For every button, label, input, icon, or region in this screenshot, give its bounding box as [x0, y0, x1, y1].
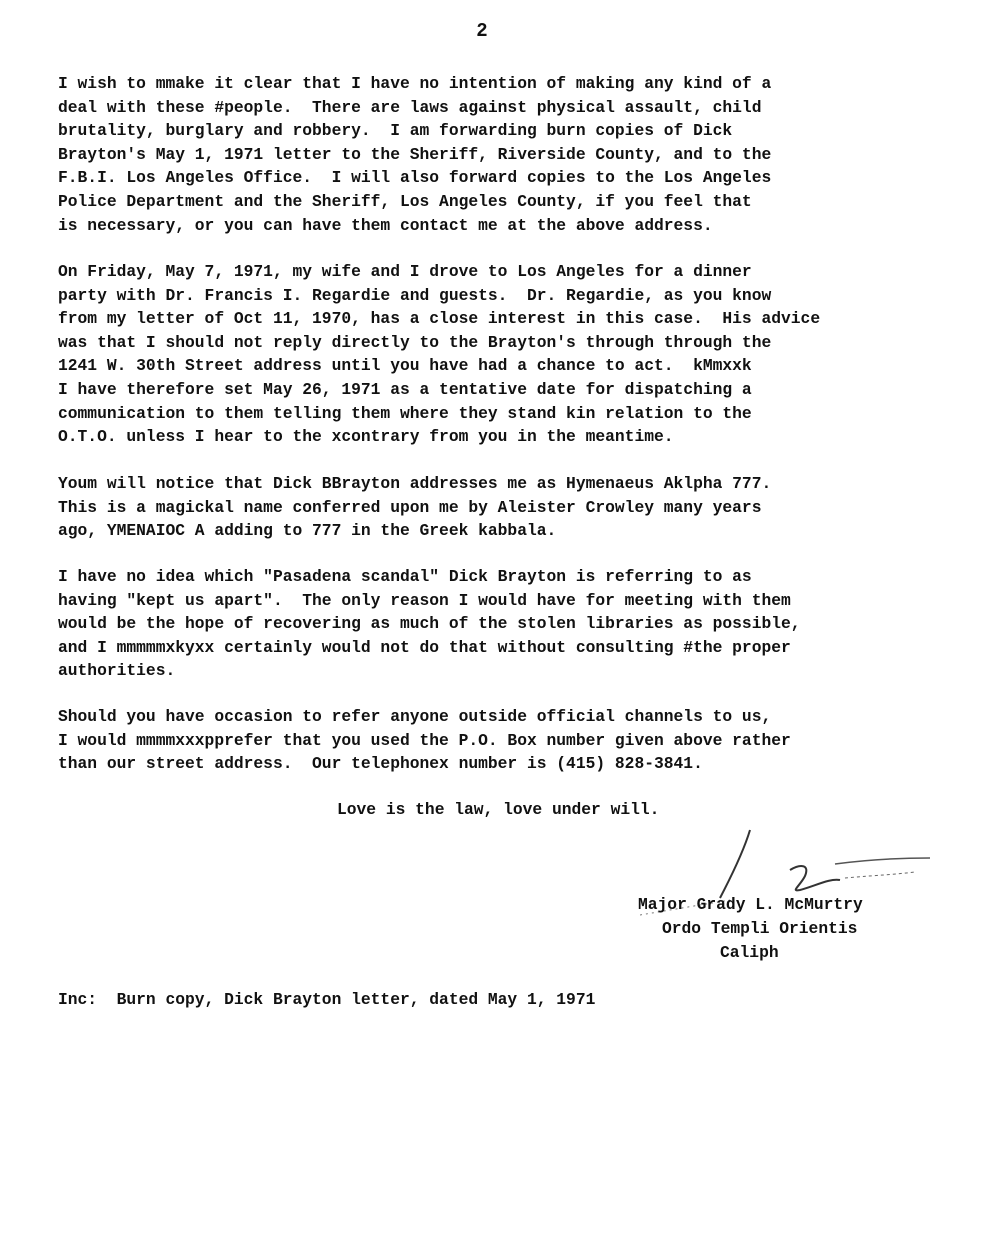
page-number: 2 — [476, 20, 488, 42]
text-line: having "kept us apart". The only reason I would have for meeting with them — [58, 590, 791, 610]
text-line: would be the hope of recovering as much of the stolen libraries as possible, — [58, 614, 801, 634]
paragraph-4 — [58, 565, 978, 683]
text-line: Youm will notice that Dick BBrayton addresses me as Hymenaeus Aklpha 777. — [58, 474, 772, 493]
signer-organization: Ordo Templi Orientis — [662, 919, 858, 938]
text-line: than our street address. Our telephonex number is (415) 828-3841. — [58, 754, 703, 774]
signer-title: Caliph — [720, 943, 779, 962]
enclosure-note: Inc: Burn copy, Dick Brayton letter, dated May 1, 1971 — [58, 990, 596, 1009]
text-line: I wish to mmake it clear that I have no intention of making any kind of a — [58, 74, 772, 93]
text-line: 1241 W. 30th Street address until you have had a chance to act. kMmxxk — [58, 356, 752, 376]
signer-name: Major Grady L. McMurtry — [638, 895, 863, 914]
text-line: ago, YMENAIOC A adding to 777 in the Greek kabbala. — [58, 521, 557, 541]
paragraph-3 — [58, 472, 978, 543]
text-line: O.T.O. unless I hear to the xcontrary from you in the meantime. — [58, 427, 674, 447]
text-line: party with Dr. Francis I. Regardie and guests. Dr. Regardie, as you know — [58, 285, 772, 305]
text-line: brutality, burglary and robbery. I am forwarding burn copies of Dick — [58, 121, 733, 141]
text-line: F.B.I. Los Angeles Office. I will also forward copies to the Los Angeles — [58, 168, 772, 188]
paragraph-2 — [58, 260, 978, 449]
closing-line: Love is the law, love under will. — [337, 800, 660, 819]
text-line: communication to them telling them where they stand kin relation to the — [58, 403, 752, 423]
text-line: deal with these #people. There are laws against physical assault, child — [58, 97, 762, 117]
text-line: from my letter of Oct 11, 1970, has a close interest in this case. His advice — [58, 309, 821, 329]
text-line: and I mmmmmxkyxx certainly would not do that without consulting #the proper — [58, 637, 791, 657]
text-line: is necessary, or you can have them contact me at the above address. — [58, 215, 713, 235]
text-line: I have no idea which "Pasadena scandal" Dick Brayton is referring to as — [58, 567, 752, 586]
text-line: authorities. — [58, 661, 176, 681]
paragraph-1 — [58, 72, 978, 237]
text-line: I have therefore set May 26, 1971 as a tentative date for dispatching a — [58, 379, 752, 399]
paragraph-5 — [58, 705, 978, 776]
text-line: Police Department and the Sheriff, Los Angeles County, if you feel that — [58, 191, 752, 211]
text-line: Brayton's May 1, 1971 letter to the Sheriff, Riverside County, and to the — [58, 144, 772, 164]
text-line: This is a magickal name conferred upon me by Aleister Crowley many years — [58, 497, 762, 517]
text-line: Should you have occasion to refer anyone outside official channels to us, — [58, 707, 772, 726]
text-line: I would mmmmxxxpprefer that you used the P.O. Box number given above rather — [58, 730, 791, 750]
text-line: On Friday, May 7, 1971, my wife and I drove to Los Angeles for a dinner — [58, 262, 752, 281]
text-line: was that I should not reply directly to the Brayton's through through the — [58, 332, 772, 352]
